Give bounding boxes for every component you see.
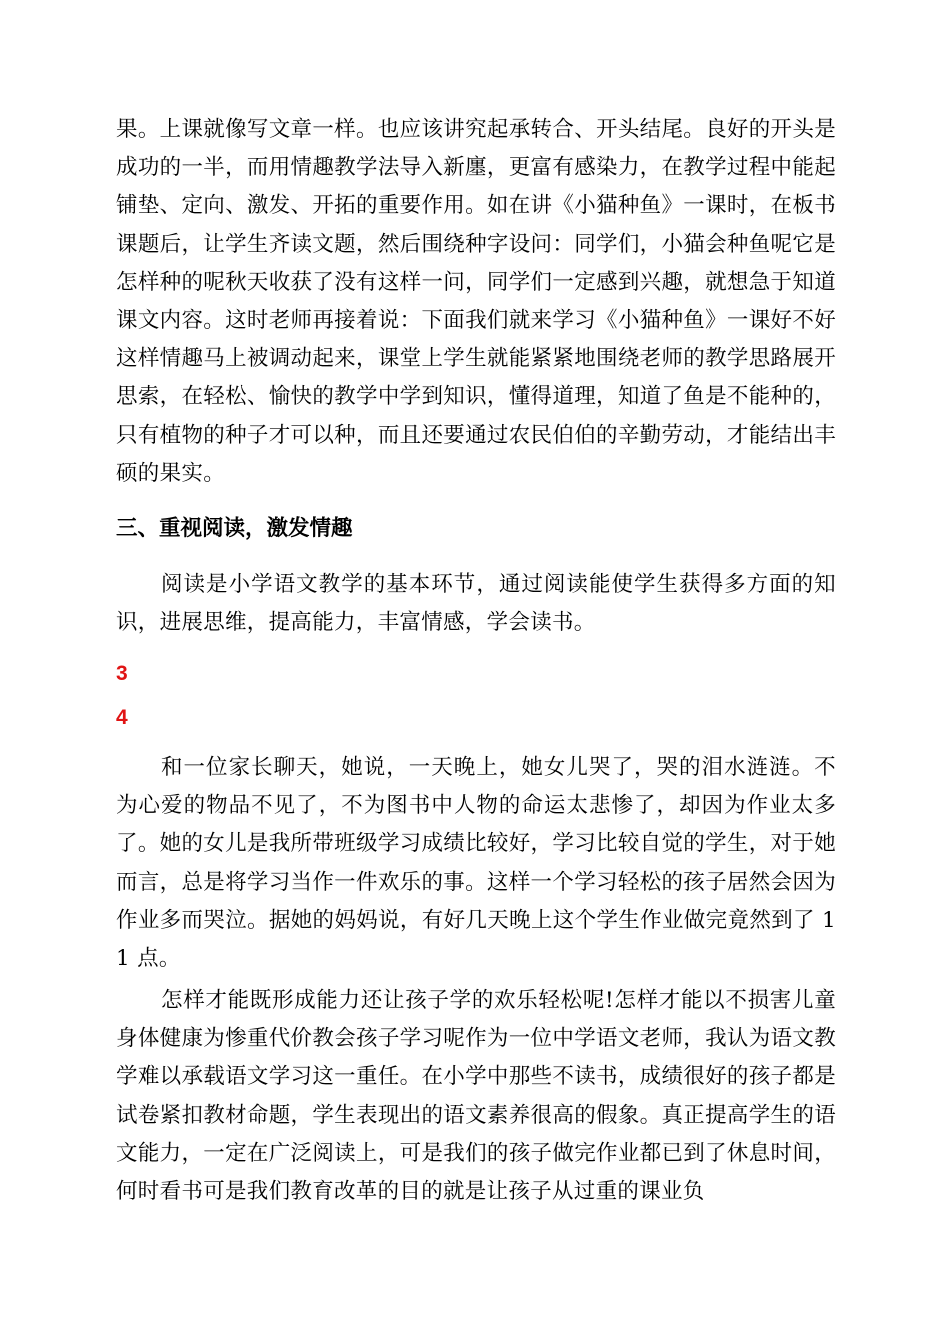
paragraph-how-to: 怎样才能既形成能力还让孩子学的欢乐轻松呢!怎样才能以不损害儿童身体健康为惨重代价教会孩子学习呢作为一位中学语文老师，我认为语文教学难以承载语文学习这一重任。在小学中那些不读书，成绩很好的孩子都是试卷紧扣教材命题，学生表现出的语文素养很高的假象。真正提高学生的语文能力，一定在广泛阅读上，可是我们的孩子做完作业都已到了休息时间，何时看书可是我们教育改革的目的就是让孩子从过重的课业负 [116, 988, 836, 1205]
section-number-4: 4 [116, 706, 128, 729]
paragraph-parent-chat: 和一位家长聊天，她说，一天晚上，她女儿哭了，哭的泪水涟涟。不为心爱的物品不见了，不为图书中人物的命运太悲惨了，却因为作业太多了。她的女儿是我所带班级学习成绩比较好，学习比较自觉的学生，对于她而言，总是将学习当作一件欢乐的事。这样一个学习轻松的孩子居然会因为作业多而哭泣。据她的妈妈说，有好几天晚上这个学生作业做完竟然到了 11 点。 [116, 755, 836, 972]
section-number-3: 3 [116, 662, 128, 685]
section-heading: 三、重视阅读，激发情趣 [116, 516, 353, 541]
paragraph-lead-in: 果。上课就像写文章一样。也应该讲究起承转合、开头结尾。良好的开头是成功的一半，而用情趣教学法导入新廛，更富有感染力，在教学过程中能起铺垫、定向、激发、开拓的重要作用。如在讲《小猫种鱼》一课时，在板书课题后，让学生齐读文题，然后围绕种字设问：同学们，小猫会种鱼呢它是怎样种的呢秋天收获了没有这样一问，同学们一定感到兴趣，就想急于知道课文内容。这时老师再接着说：下面我们就来学习《小猫种鱼》一课好不好这样情趣马上被调动起来，课堂上学生就能紧紧地围绕老师的教学思路展开思索，在轻松、愉快的教学中学到知识，懂得道理，知道了鱼是不能种的，只有植物的种子才可以种，而且还要通过农民伯伯的辛勤劳动，才能结出丰硕的果实。 [116, 117, 836, 486]
paragraph-reading: 阅读是小学语文教学的基本环节，通过阅读能使学生获得多方面的知识，进展思维，提高能力，丰富情感，学会读书。 [116, 572, 836, 636]
